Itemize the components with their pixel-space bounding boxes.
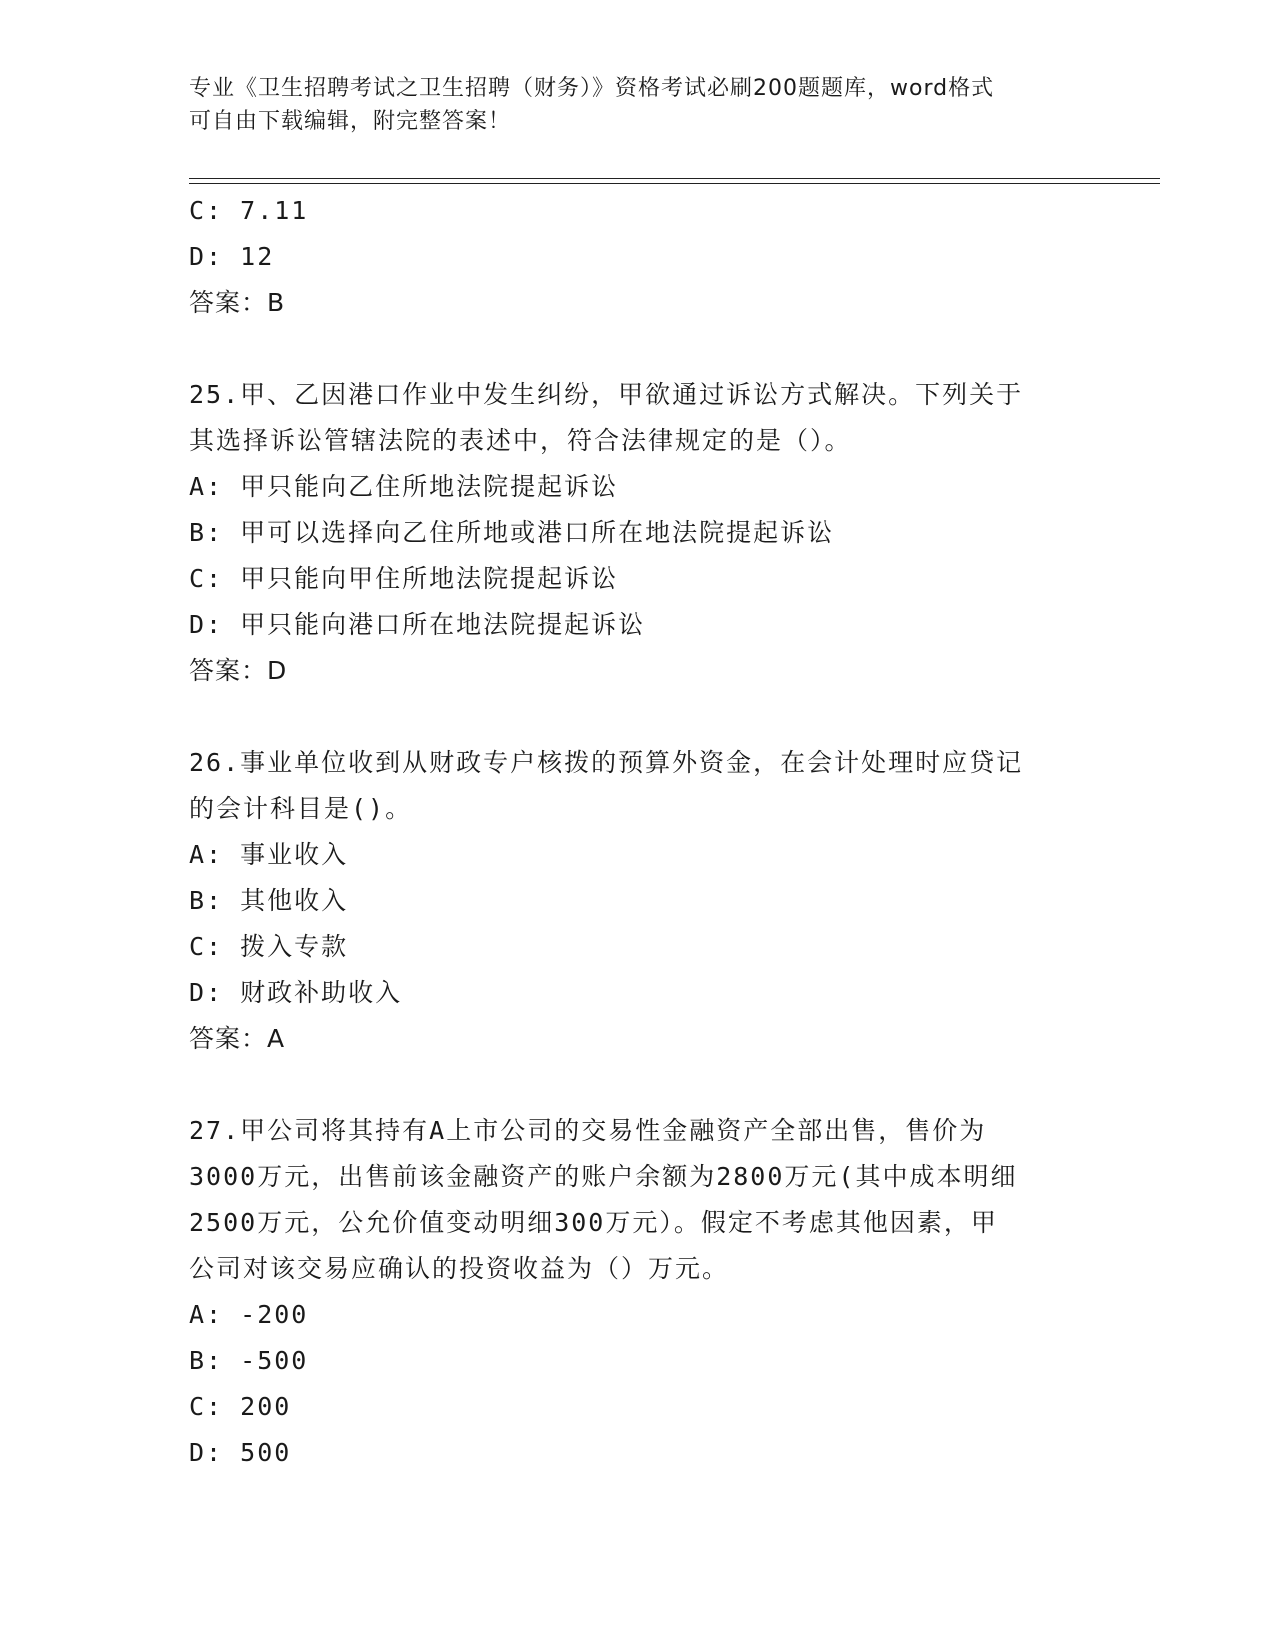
spacer xyxy=(189,1062,1089,1108)
header-title-line-1: 专业《卫生招聘考试之卫生招聘（财务）》资格考试必刷200题题库，word格式 xyxy=(189,76,995,101)
question-25 xyxy=(189,372,1089,694)
answer-line: 答案：D xyxy=(189,656,288,685)
question-stem: 26.事业单位收到从财政专户核拨的预算外资金，在会计处理时应贷记 xyxy=(189,748,1024,777)
option-d: D: 12 xyxy=(189,242,275,271)
header-title-line-2: 可自由下载编辑，附完整答案！ xyxy=(189,109,512,134)
header-divider-bottom xyxy=(189,183,1160,184)
option-c: C: 拨入专款 xyxy=(189,932,349,961)
question-24-tail xyxy=(189,188,1089,326)
option-d: D: 甲只能向港口所在地法院提起诉讼 xyxy=(189,610,646,639)
answer-line: 答案：B xyxy=(189,288,286,317)
header-divider-top xyxy=(189,178,1160,179)
spacer xyxy=(189,326,1089,372)
question-27 xyxy=(189,1108,1089,1476)
option-a: A: 事业收入 xyxy=(189,840,349,869)
question-stem: 25.甲、乙因港口作业中发生纠纷，甲欲通过诉讼方式解决。下列关于 xyxy=(189,380,1024,409)
option-d: D: 500 xyxy=(189,1438,292,1467)
page-header xyxy=(189,72,1089,138)
option-b: B: 其他收入 xyxy=(189,886,349,915)
question-stem: 其选择诉讼管辖法院的表述中，符合法律规定的是（）。 xyxy=(189,426,852,455)
option-d: D: 财政补助收入 xyxy=(189,978,403,1007)
question-content xyxy=(189,188,1089,1476)
spacer xyxy=(189,694,1089,740)
question-stem: 的会计科目是()。 xyxy=(189,794,413,823)
option-c: C: 7.11 xyxy=(189,196,309,225)
option-b: B: 甲可以选择向乙住所地或港口所在地法院提起诉讼 xyxy=(189,518,835,547)
answer-line: 答案：A xyxy=(189,1024,286,1053)
option-a: A: 甲只能向乙住所地法院提起诉讼 xyxy=(189,472,619,501)
option-c: C: 甲只能向甲住所地法院提起诉讼 xyxy=(189,564,619,593)
option-b: B: -500 xyxy=(189,1346,309,1375)
question-stem: 公司对该交易应确认的投资收益为（）万元。 xyxy=(189,1254,730,1283)
question-stem: 27.甲公司将其持有A上市公司的交易性金融资产全部出售，售价为 xyxy=(189,1116,987,1145)
option-c: C: 200 xyxy=(189,1392,292,1421)
option-a: A: -200 xyxy=(189,1300,309,1329)
question-stem: 3000万元，出售前该金融资产的账户余额为2800万元(其中成本明细 xyxy=(189,1162,1018,1191)
question-stem: 2500万元，公允价值变动明细300万元）。假定不考虑其他因素，甲 xyxy=(189,1208,998,1237)
question-26 xyxy=(189,740,1089,1062)
